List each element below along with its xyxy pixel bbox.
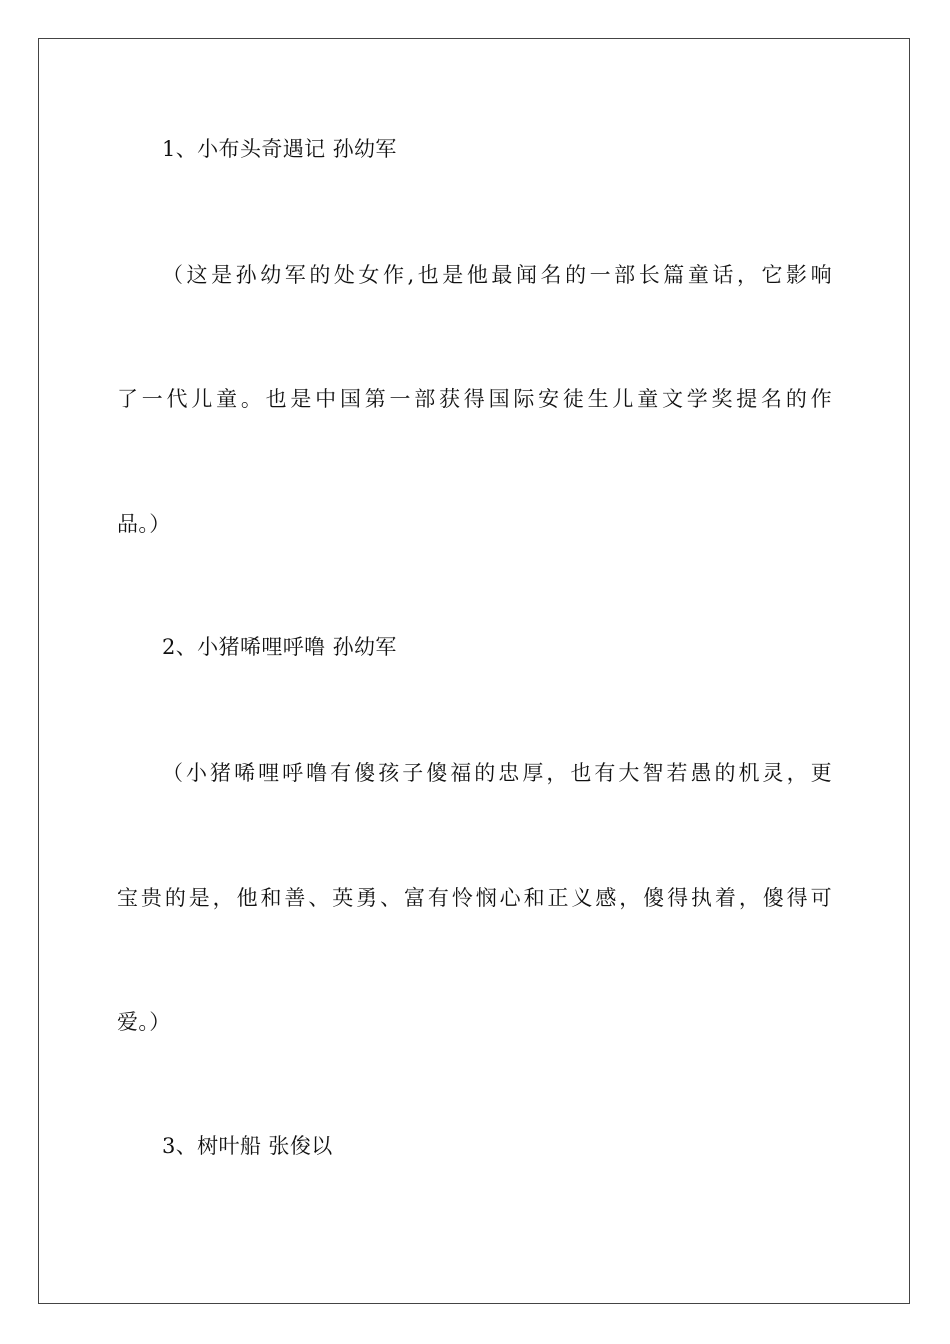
item-2-title: 2、小猪唏哩呼噜 孙幼军 [162, 635, 397, 659]
page-border [38, 38, 910, 1304]
item-1-title: 1、小布头奇遇记 孙幼军 [162, 137, 397, 161]
item-2-description-line-1: （小猪唏哩呼噜有傻孩子傻福的忠厚，也有大智若愚的机灵，更 [162, 761, 832, 785]
item-1-description-line-3: 品。） [117, 512, 171, 536]
item-1-description-line-1: （这是孙幼军的处女作,也是他最闻名的一部长篇童话，它影响 [162, 263, 832, 287]
item-3-title: 3、树叶船 张俊以 [162, 1134, 333, 1158]
item-2-description-line-3: 爱。） [117, 1010, 171, 1034]
item-2-description-line-2: 宝贵的是，他和善、英勇、富有怜悯心和正义感，傻得执着，傻得可 [117, 886, 832, 910]
item-1-description-line-2: 了一代儿童。也是中国第一部获得国际安徒生儿童文学奖提名的作 [117, 387, 832, 411]
